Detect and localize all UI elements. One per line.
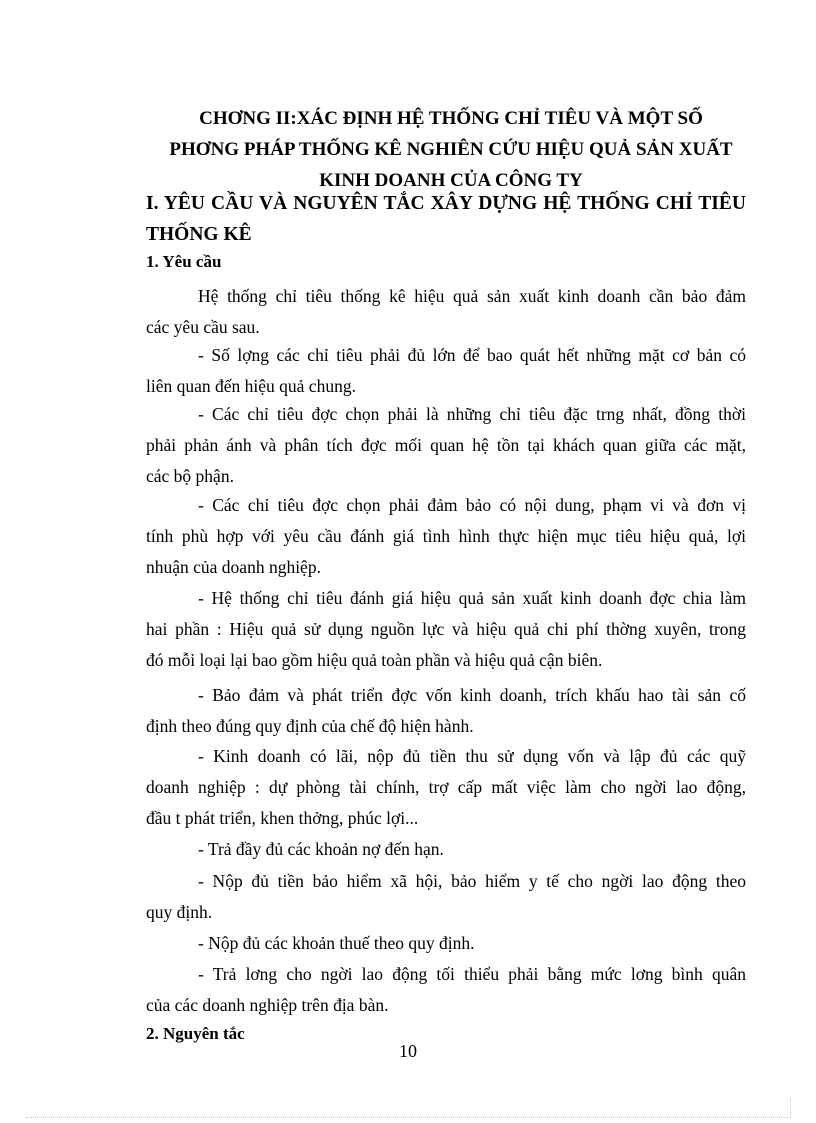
paragraph-line: - Trả đầy đủ các khoản nợ đến hạn. [198, 839, 444, 859]
paragraph-line: liên quan đến hiệu quả chung. [146, 376, 356, 396]
subheading-requirements: 1. Yêu cầu [146, 252, 222, 271]
chapter-title-line-2: PHƠNG PHÁP THỐNG KÊ NGHIÊN CỨU HIỆU QUẢ SẢN XUẤT [169, 139, 733, 160]
paragraph-line: doanh nghiệp : dự phòng tài chính, trợ cấp mất việc làm cho ngời lao động, [146, 777, 746, 797]
chapter-title [150, 103, 752, 196]
paragraph-line: đầu t phát triển, khen thởng, phúc lợi... [146, 808, 419, 828]
page-border-bottom [26, 1117, 790, 1118]
paragraph-line: đó mỗi loại lại bao gồm hiệu quả toàn phần và hiệu quả cận biên. [146, 650, 603, 670]
paragraph-line: các yêu cầu sau. [146, 317, 260, 337]
paragraph-line: nhuận của doanh nghiệp. [146, 557, 321, 577]
paragraph [146, 340, 746, 402]
paragraph-line: định theo đúng quy định của chế độ hiện hành. [146, 716, 474, 736]
paragraph [146, 583, 746, 676]
paragraph [146, 866, 746, 928]
section-heading [146, 188, 746, 250]
paragraph-line: các bộ phận. [146, 466, 234, 486]
paragraph [146, 741, 746, 834]
paragraph-line: - Bảo đảm và phát triển đợc vốn kinh doanh, trích khấu hao tài sản cố [198, 685, 746, 705]
paragraph-line: - Số lợng các chỉ tiêu phải đủ lớn để bao quát hết những mặt cơ bản có [198, 345, 746, 365]
paragraph [146, 928, 746, 959]
paragraph-line: phải phản ánh và phân tích đợc mối quan hệ tồn tại khách quan giữa các mặt, [146, 435, 746, 455]
chapter-title-line-3: KINH DOANH CỦA CÔNG TY [319, 170, 583, 191]
paragraph-line: - Trả lơng cho ngời lao động tối thiểu phải bằng mức lơng bình quân [198, 964, 746, 984]
paragraph [146, 490, 746, 583]
paragraph [146, 399, 746, 492]
paragraph [146, 834, 746, 865]
paragraph-line: tính phù hợp với yêu cầu đánh giá tình hình thực hiện mục tiêu hiệu quả, lợi [146, 526, 746, 546]
paragraph-line: - Nộp đủ tiền bảo hiểm xã hội, bảo hiểm y tế cho ngời lao động theo [198, 871, 746, 891]
chapter-title-line-1: CHƠNG II:XÁC ĐỊNH HỆ THỐNG CHỈ TIÊU VÀ MỘT SỐ [199, 108, 703, 129]
paragraph-line: quy định. [146, 902, 213, 922]
paragraph-line: hai phần : Hiệu quả sử dụng nguồn lực và hiệu quả chi phí thờng xuyên, trong [146, 619, 746, 639]
subheading-principles: 2. Nguyên tắc [146, 1024, 245, 1043]
page-border-right [790, 1098, 791, 1117]
paragraph-line: Hệ thống chỉ tiêu thống kê hiệu quả sản xuất kinh doanh cần bảo đảm [198, 286, 746, 306]
paragraph-line: - Kinh doanh có lãi, nộp đủ tiền thu sử dụng vốn và lập đủ các quỹ [198, 746, 746, 766]
paragraph [146, 281, 746, 343]
paragraph-line: - Các chỉ tiêu đợc chọn phải là những chỉ tiêu đặc trng nhất, đồng thời [198, 404, 746, 424]
paragraph [146, 959, 746, 1021]
paragraph-line: - Nộp đủ các khoản thuế theo quy định. [198, 933, 475, 953]
paragraph-line: - Các chỉ tiêu đợc chọn phải đảm bảo có nội dung, phạm vi và đơn vị [198, 495, 746, 515]
page-number: 10 [399, 1041, 417, 1061]
paragraph-line: - Hệ thống chỉ tiêu đánh giá hiệu quả sản xuất kinh doanh đợc chia làm [198, 588, 746, 608]
section-heading-line-2: THỐNG KÊ [146, 224, 252, 245]
paragraph-line: của các doanh nghiệp trên địa bàn. [146, 995, 389, 1015]
paragraph [146, 680, 746, 742]
section-heading-line-1: I. YÊU CẦU VÀ NGUYÊN TẮC XÂY DỰNG HỆ THỐNG CHỈ TIÊU [146, 193, 746, 214]
